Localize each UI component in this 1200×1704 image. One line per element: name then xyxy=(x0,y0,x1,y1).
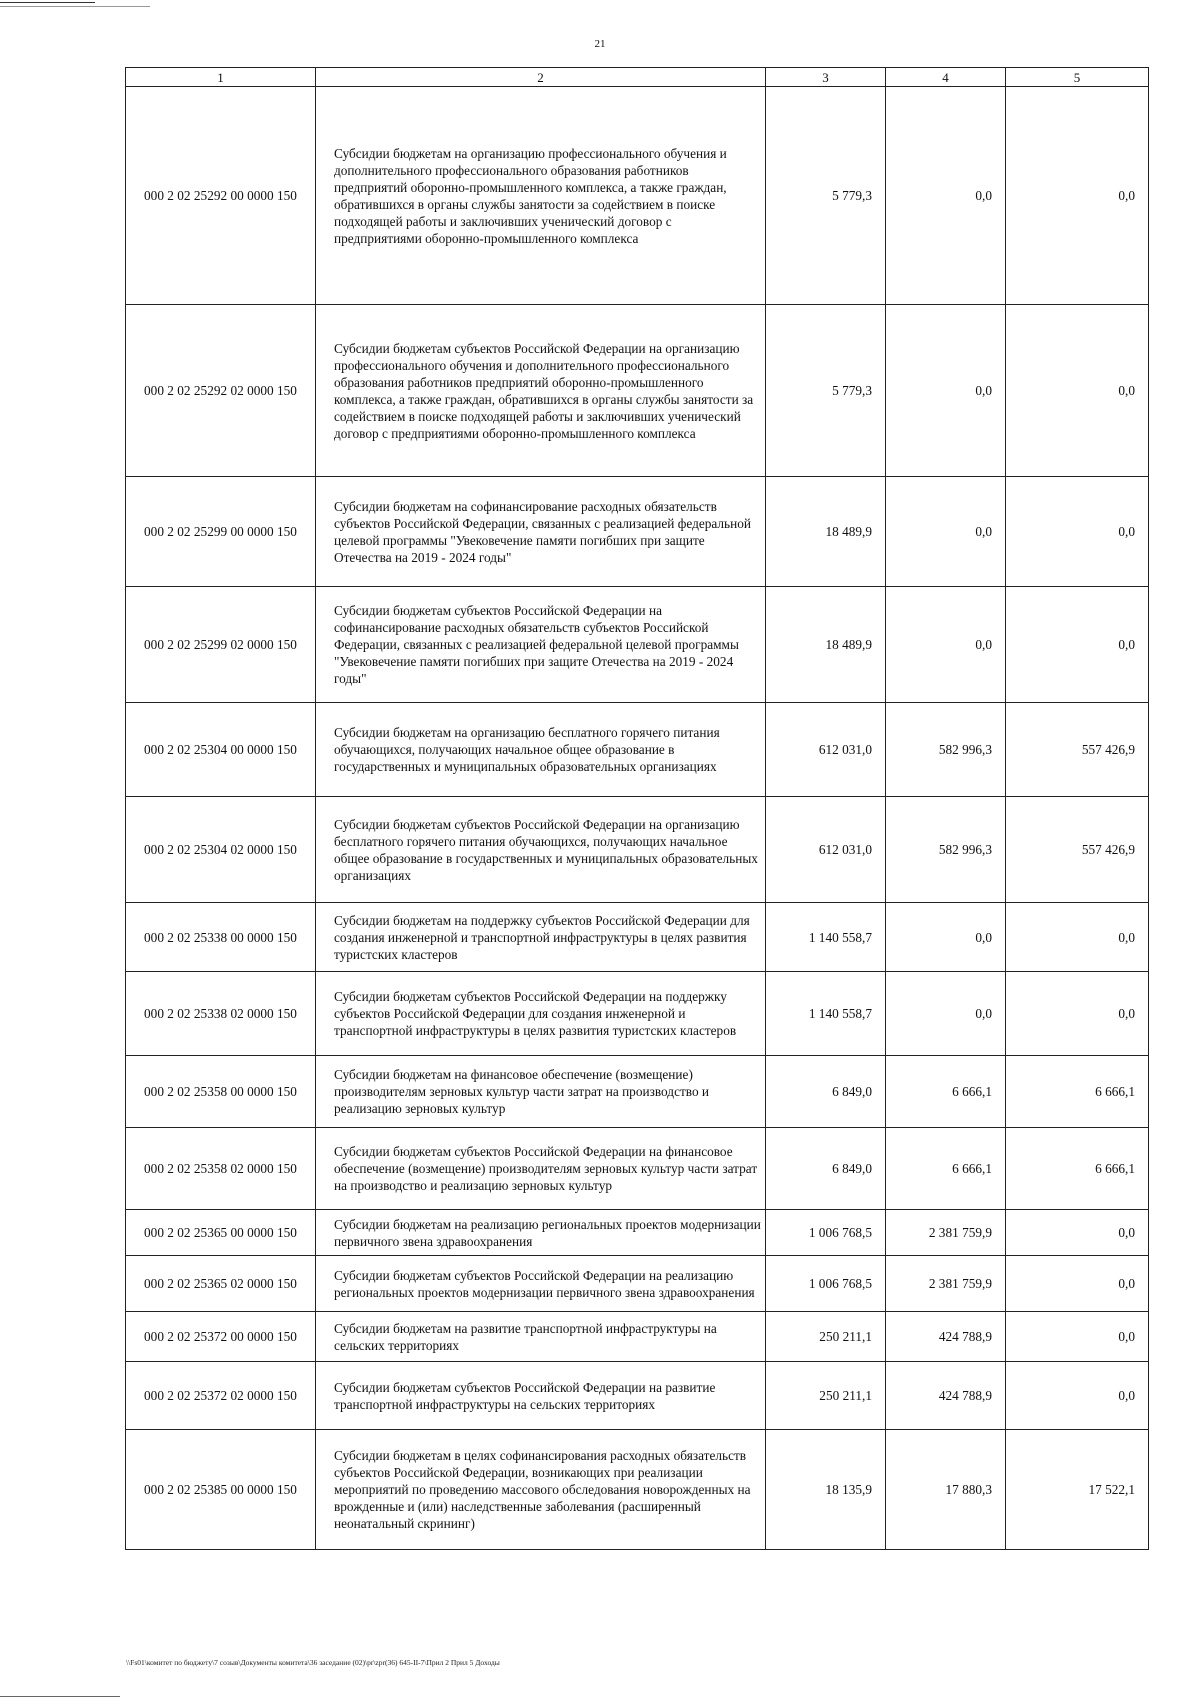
value-col3-cell: 18 489,9 xyxy=(766,477,886,587)
value-col3-cell: 250 211,1 xyxy=(766,1362,886,1430)
footer-file-path: \\Fs01\комитет по бюджету\7 созыв\Документы комитета\36 заседание (02)\pr\zpr(36) 645-II-7\Прил 2 Прил 5 Доходы xyxy=(126,1658,500,1667)
description-cell: Субсидии бюджетам в целях софинансирования расходных обязательств субъектов Российской Федерации, возникающих при реализации мероприятий по проведению массового обследования новорожденных на врожденные и (или) наследственные заболевания (расширенный неонатальный скрининг) xyxy=(316,1430,766,1550)
description-cell: Субсидии бюджетам на организацию бесплатного горячего питания обучающихся, получающих начальное общее образование в государственных и муниципальных образовательных организациях xyxy=(316,703,766,797)
description-cell: Субсидии бюджетам субъектов Российской Федерации на софинансирование расходных обязательств субъектов Российской Федерации, связанных с реализацией федеральной целевой программы "Увековечение памяти погибших при защите Отечества на 2019 - 2024 годы" xyxy=(316,587,766,703)
table-row xyxy=(126,972,1149,1056)
value-col4-cell: 582 996,3 xyxy=(886,703,1006,797)
value-col5-cell: 0,0 xyxy=(1006,972,1149,1056)
value-col3-cell: 250 211,1 xyxy=(766,1312,886,1362)
description-cell: Субсидии бюджетам субъектов Российской Федерации на финансовое обеспечение (возмещение) производителям зерновых культур части затрат на производство и реализацию зерновых культур xyxy=(316,1128,766,1210)
value-col5-cell: 0,0 xyxy=(1006,903,1149,972)
kbk-code-cell: 000 2 02 25358 02 0000 150 xyxy=(126,1128,316,1210)
description-cell: Субсидии бюджетам на финансовое обеспечение (возмещение) производителям зерновых культур части затрат на производство и реализацию зерновых культур xyxy=(316,1056,766,1128)
table-row xyxy=(126,1430,1149,1550)
value-col5-cell: 0,0 xyxy=(1006,1210,1149,1256)
value-col4-cell: 6 666,1 xyxy=(886,1128,1006,1210)
description-cell: Субсидии бюджетам на реализацию региональных проектов модернизации первичного звена здравоохранения xyxy=(316,1210,766,1256)
description-cell: Субсидии бюджетам субъектов Российской Федерации на организацию бесплатного горячего питания обучающихся, получающих начальное общее образование в государственных и муниципальных образовательных организациях xyxy=(316,797,766,903)
value-col4-cell: 0,0 xyxy=(886,903,1006,972)
table-row xyxy=(126,1362,1149,1430)
value-col4-cell: 582 996,3 xyxy=(886,797,1006,903)
value-col4-cell: 2 381 759,9 xyxy=(886,1256,1006,1312)
value-col3-cell: 5 779,3 xyxy=(766,87,886,305)
column-header: 1 xyxy=(126,68,316,87)
kbk-code-cell: 000 2 02 25358 00 0000 150 xyxy=(126,1056,316,1128)
table-row xyxy=(126,703,1149,797)
table-row xyxy=(126,903,1149,972)
value-col4-cell: 424 788,9 xyxy=(886,1312,1006,1362)
kbk-code-cell: 000 2 02 25292 02 0000 150 xyxy=(126,305,316,477)
kbk-code-cell: 000 2 02 25372 02 0000 150 xyxy=(126,1362,316,1430)
table-row xyxy=(126,87,1149,305)
value-col5-cell: 0,0 xyxy=(1006,477,1149,587)
value-col4-cell: 2 381 759,9 xyxy=(886,1210,1006,1256)
scan-artifact-line xyxy=(0,6,150,7)
value-col4-cell: 0,0 xyxy=(886,972,1006,1056)
value-col4-cell: 6 666,1 xyxy=(886,1056,1006,1128)
table-row xyxy=(126,1256,1149,1312)
value-col3-cell: 1 006 768,5 xyxy=(766,1256,886,1312)
value-col3-cell: 1 140 558,7 xyxy=(766,972,886,1056)
description-cell: Субсидии бюджетам на поддержку субъектов Российской Федерации для создания инженерной и транспортной инфраструктуры в целях развития туристских кластеров xyxy=(316,903,766,972)
value-col5-cell: 0,0 xyxy=(1006,305,1149,477)
table-row xyxy=(126,587,1149,703)
description-cell: Субсидии бюджетам субъектов Российской Федерации на поддержку субъектов Российской Федерации для создания инженерной и транспортной инфраструктуры в целях развития туристских кластеров xyxy=(316,972,766,1056)
kbk-code-cell: 000 2 02 25304 00 0000 150 xyxy=(126,703,316,797)
table-row xyxy=(126,1210,1149,1256)
value-col3-cell: 18 135,9 xyxy=(766,1430,886,1550)
value-col3-cell: 1 140 558,7 xyxy=(766,903,886,972)
value-col4-cell: 424 788,9 xyxy=(886,1362,1006,1430)
table-row xyxy=(126,1128,1149,1210)
header-row xyxy=(126,68,1149,87)
kbk-code-cell: 000 2 02 25292 00 0000 150 xyxy=(126,87,316,305)
value-col3-cell: 612 031,0 xyxy=(766,703,886,797)
budget-table xyxy=(125,67,1149,1550)
value-col3-cell: 5 779,3 xyxy=(766,305,886,477)
description-cell: Субсидии бюджетам на софинансирование расходных обязательств субъектов Российской Федерации, связанных с реализацией федеральной целевой программы "Увековечение памяти погибших при защите Отечества на 2019 - 2024 годы" xyxy=(316,477,766,587)
kbk-code-cell: 000 2 02 25365 02 0000 150 xyxy=(126,1256,316,1312)
table-row xyxy=(126,1056,1149,1128)
scan-artifact-line xyxy=(0,2,95,3)
description-cell: Субсидии бюджетам на развитие транспортной инфраструктуры на сельских территориях xyxy=(316,1312,766,1362)
value-col5-cell: 6 666,1 xyxy=(1006,1128,1149,1210)
kbk-code-cell: 000 2 02 25338 00 0000 150 xyxy=(126,903,316,972)
value-col5-cell: 6 666,1 xyxy=(1006,1056,1149,1128)
column-header: 4 xyxy=(886,68,1006,87)
scan-artifact-line xyxy=(0,1696,120,1697)
value-col3-cell: 6 849,0 xyxy=(766,1056,886,1128)
column-header: 3 xyxy=(766,68,886,87)
table-row xyxy=(126,1312,1149,1362)
kbk-code-cell: 000 2 02 25299 02 0000 150 xyxy=(126,587,316,703)
column-header: 5 xyxy=(1006,68,1149,87)
kbk-code-cell: 000 2 02 25372 00 0000 150 xyxy=(126,1312,316,1362)
value-col5-cell: 0,0 xyxy=(1006,1256,1149,1312)
kbk-code-cell: 000 2 02 25365 00 0000 150 xyxy=(126,1210,316,1256)
value-col3-cell: 6 849,0 xyxy=(766,1128,886,1210)
value-col5-cell: 557 426,9 xyxy=(1006,797,1149,903)
value-col5-cell: 0,0 xyxy=(1006,1312,1149,1362)
kbk-code-cell: 000 2 02 25299 00 0000 150 xyxy=(126,477,316,587)
value-col3-cell: 1 006 768,5 xyxy=(766,1210,886,1256)
kbk-code-cell: 000 2 02 25304 02 0000 150 xyxy=(126,797,316,903)
kbk-code-cell: 000 2 02 25338 02 0000 150 xyxy=(126,972,316,1056)
column-header: 2 xyxy=(316,68,766,87)
value-col3-cell: 18 489,9 xyxy=(766,587,886,703)
kbk-code-cell: 000 2 02 25385 00 0000 150 xyxy=(126,1430,316,1550)
table-row xyxy=(126,477,1149,587)
value-col4-cell: 17 880,3 xyxy=(886,1430,1006,1550)
table-row xyxy=(126,797,1149,903)
description-cell: Субсидии бюджетам на организацию профессионального обучения и дополнительного профессионального образования работников предприятий оборонно-промышленного комплекса, а также граждан, обратившихся в органы службы занятости за содействием в поиске подходящей работы и заключивших ученический договор с предприятиями оборонно-промышленного комплекса xyxy=(316,87,766,305)
value-col4-cell: 0,0 xyxy=(886,305,1006,477)
value-col5-cell: 0,0 xyxy=(1006,87,1149,305)
value-col3-cell: 612 031,0 xyxy=(766,797,886,903)
value-col5-cell: 0,0 xyxy=(1006,587,1149,703)
description-cell: Субсидии бюджетам субъектов Российской Федерации на организацию профессионального обучения и дополнительного профессионального образования работников предприятий оборонно-промышленного комплекса, а также граждан, обратившихся в органы службы занятости за содействием в поиске подходящей работы и заключивших ученический договор с предприятиями оборонно-промышленного комплекса xyxy=(316,305,766,477)
value-col4-cell: 0,0 xyxy=(886,587,1006,703)
value-col5-cell: 17 522,1 xyxy=(1006,1430,1149,1550)
page-number: 21 xyxy=(594,38,606,50)
value-col4-cell: 0,0 xyxy=(886,477,1006,587)
value-col5-cell: 0,0 xyxy=(1006,1362,1149,1430)
value-col5-cell: 557 426,9 xyxy=(1006,703,1149,797)
description-cell: Субсидии бюджетам субъектов Российской Федерации на реализацию региональных проектов модернизации первичного звена здравоохранения xyxy=(316,1256,766,1312)
table-row xyxy=(126,305,1149,477)
description-cell: Субсидии бюджетам субъектов Российской Федерации на развитие транспортной инфраструктуры на сельских территориях xyxy=(316,1362,766,1430)
value-col4-cell: 0,0 xyxy=(886,87,1006,305)
